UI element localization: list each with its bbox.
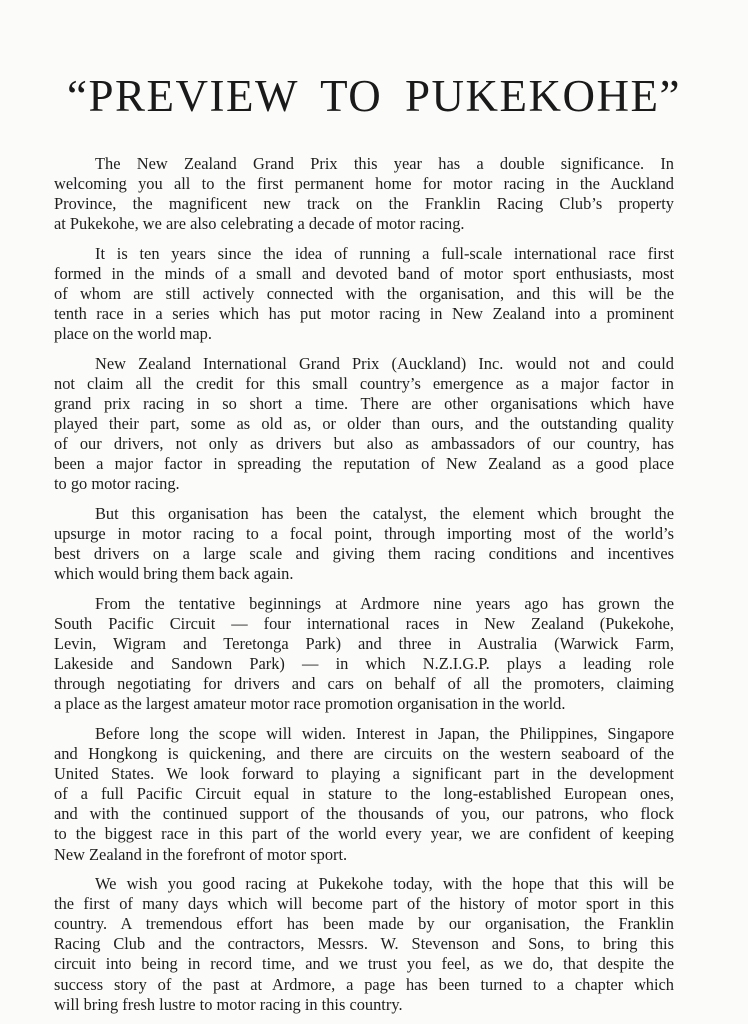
page-title: “PREVIEW TO PUKEKOHE” bbox=[67, 71, 681, 121]
paragraph-line: to go motor racing. bbox=[54, 474, 180, 494]
paragraph bbox=[54, 504, 674, 584]
paragraph-line: Before long the scope will widen. Interest in Japan, the Philippines, Singapore bbox=[95, 723, 674, 743]
paragraph-line: will bring fresh lustre to motor racing in this country. bbox=[54, 994, 403, 1014]
paragraph bbox=[54, 874, 674, 1015]
paragraph-line: circuit into being in record time, and we trust you feel, as we do, that despite the bbox=[54, 954, 674, 974]
paragraph-line: South Pacific Circuit — four international races in New Zealand (Pukekohe, bbox=[54, 613, 674, 633]
paragraph-line: Racing Club and the contractors, Messrs. W. Stevenson and Sons, to bring this bbox=[54, 934, 674, 954]
paragraph bbox=[54, 594, 674, 715]
paragraph-line: of a full Pacific Circuit equal in stature to the long-established European ones, bbox=[54, 784, 674, 804]
paragraph-line: Lakeside and Sandown Park) — in which N.Z.I.G.P. plays a leading role bbox=[54, 654, 674, 674]
paragraph bbox=[54, 724, 674, 865]
paragraph-line: Levin, Wigram and Teretonga Park) and three in Australia (Warwick Farm, bbox=[54, 634, 674, 654]
paragraph-line: Province, the magnificent new track on the Franklin Racing Club’s property bbox=[54, 194, 674, 214]
paragraph-line: New Zealand in the forefront of motor sport. bbox=[54, 844, 348, 864]
paragraph-line: But this organisation has been the catalyst, the element which brought the bbox=[95, 504, 674, 523]
paragraph bbox=[54, 244, 674, 344]
paragraph-line: grand prix racing in so short a time. There are other organisations which have bbox=[54, 394, 674, 414]
paragraph bbox=[54, 354, 674, 495]
paragraph-line: New Zealand International Grand Prix (Auckland) Inc. would not and could bbox=[95, 353, 674, 373]
paragraph-line: the first of many days which will become part of the history of motor sport in this bbox=[54, 894, 674, 914]
paragraph-line: at Pukekohe, we are also celebrating a decade of motor racing. bbox=[54, 214, 465, 234]
paragraph-line: not claim all the credit for this small country’s emergence as a major factor in bbox=[54, 373, 674, 393]
paragraph-line: which would bring them back again. bbox=[54, 564, 294, 584]
paragraph-line: welcoming you all to the first permanent home for motor racing in the Auckland bbox=[54, 174, 674, 194]
paragraph-line: been a major factor in spreading the reputation of New Zealand as a good place bbox=[54, 454, 674, 474]
paragraph-line: tenth race in a series which has put motor racing in New Zealand into a prominent bbox=[54, 304, 674, 324]
paragraph-line: through negotiating for drivers and cars on behalf of all the promoters, claiming bbox=[54, 674, 674, 694]
paragraph-line: formed in the minds of a small and devoted band of motor sport enthusiasts, most bbox=[54, 263, 674, 283]
paragraph-line: We wish you good racing at Pukekohe today, with the hope that this will be bbox=[95, 874, 674, 894]
paragraph-line: place on the world map. bbox=[54, 324, 212, 344]
paragraph-line: of whom are still actively connected with the organisation, and this will be the bbox=[54, 284, 674, 304]
paragraph-line: a place as the largest amateur motor race promotion organisation in the world. bbox=[54, 694, 566, 714]
paragraph-line: and Hongkong is quickening, and there are circuits on the western seaboard of the bbox=[54, 744, 674, 764]
paragraph-line: to the biggest race in this part of the world every year, we are confident of keeping bbox=[54, 824, 674, 844]
article-body bbox=[54, 154, 674, 1024]
paragraph-line: upsurge in motor racing to a focal point, through importing most of the world’s bbox=[54, 524, 674, 544]
paragraph-line: country. A tremendous effort has been made by our organisation, the Franklin bbox=[54, 914, 674, 934]
paragraph-line: It is ten years since the idea of running a full-scale international race first bbox=[95, 243, 674, 263]
paragraph-line: played their part, some as old as, or older than ours, and the outstanding quality bbox=[54, 414, 674, 434]
paragraph-line: and with the continued support of the thousands of you, our patrons, who flock bbox=[54, 804, 674, 824]
paragraph-line: of our drivers, not only as drivers but also as ambassadors of our country, has bbox=[54, 434, 674, 454]
paragraph-line: United States. We look forward to playing a significant part in the development bbox=[54, 764, 674, 784]
paragraph-line: From the tentative beginnings at Ardmore nine years ago has grown the bbox=[95, 593, 674, 613]
paragraph bbox=[54, 154, 674, 234]
paragraph-line: success story of the past at Ardmore, a page has been turned to a chapter which bbox=[54, 974, 674, 994]
paragraph-line: best drivers on a large scale and giving them racing conditions and incentives bbox=[54, 544, 674, 564]
paragraph-line: The New Zealand Grand Prix this year has a double significance. In bbox=[95, 154, 674, 173]
